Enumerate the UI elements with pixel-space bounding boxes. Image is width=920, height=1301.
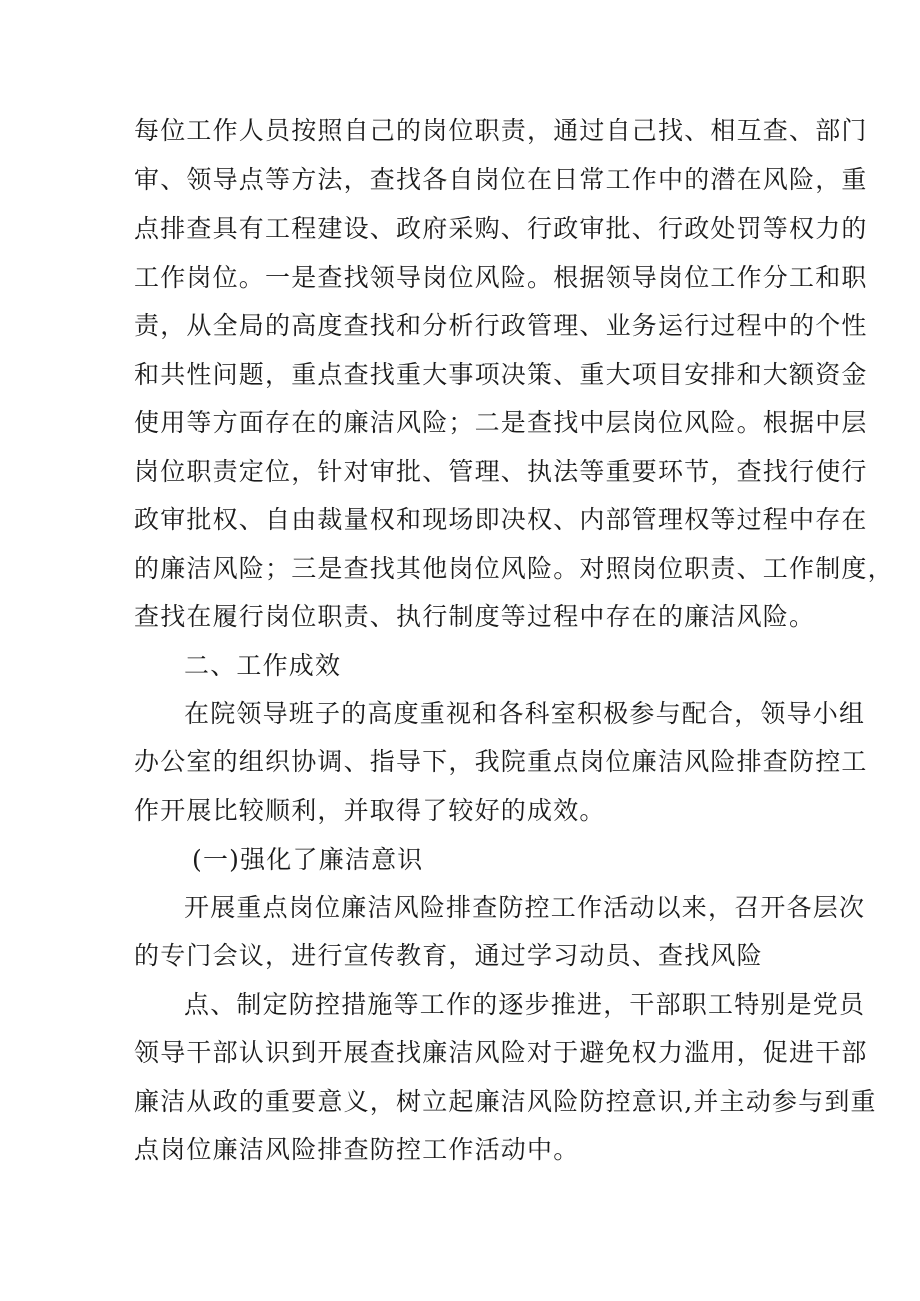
section-heading: 二、工作成效 [184, 651, 342, 680]
paragraph-1-line: 工作岗位。一是查找领导岗位风险。根据领导岗位工作分工和职 [134, 263, 868, 292]
paragraph-1-line: 使用等方面存在的廉洁风险；二是查找中层岗位风险。根据中层 [134, 408, 868, 437]
paragraph-2-line: 作开展比较顺利，并取得了较好的成效。 [134, 796, 606, 825]
paragraph-4-line: 点岗位廉洁风险排查防控工作活动中。 [134, 1135, 580, 1164]
paragraph-4-line: 领导干部认识到开展查找廉洁风险对于避免权力滥用，促进干部 [134, 1038, 868, 1067]
paragraph-4-line: 点、制定防控措施等工作的逐步推进，干部职工特别是党员 [184, 990, 866, 1019]
paragraph-1-line: 责，从全局的高度查找和分析行政管理、业务运行过程中的个性 [134, 311, 868, 340]
paragraph-1-line: 审、领导点等方法，查找各自岗位在日常工作中的潜在风险，重 [134, 165, 868, 194]
paragraph-1-line: 查找在履行岗位职责、执行制度等过程中存在的廉洁风险。 [134, 602, 816, 631]
paragraph-1-line: 政审批权、自由裁量权和现场即决权、内部管理权等过程中存在 [134, 505, 868, 534]
paragraph-1-line: 点排查具有工程建设、政府采购、行政审批、行政处罚等权力的 [134, 214, 868, 243]
subsection-heading: (一)强化了廉洁意识 [192, 845, 424, 874]
paragraph-1-line: 和共性问题，重点查找重大事项决策、重大项目安排和大额资金 [134, 360, 868, 389]
paragraph-2-line: 在院领导班子的高度重视和各科室积极参与配合，领导小组 [184, 699, 866, 728]
paragraph-1-line: 每位工作人员按照自己的岗位职责，通过自己找、相互查、部门 [134, 116, 868, 145]
paragraph-3-line: 的专门会议，进行宣传教育，通过学习动员、查找风险 [134, 941, 763, 970]
paragraph-1-line: 岗位职责定位，针对审批、管理、执法等重要环节，查找行使行 [134, 457, 868, 486]
paragraph-2-line: 办公室的组织协调、指导下，我院重点岗位廉洁风险排查防控工 [134, 747, 868, 776]
paragraph-4-line: 廉洁从政的重要意义，树立起廉洁风险防控意识,并主动参与到重 [134, 1087, 877, 1116]
paragraph-1-line: 的廉洁风险；三是查找其他岗位风险。对照岗位职责、工作制度， [134, 554, 894, 583]
paragraph-3-line: 开展重点岗位廉洁风险排查防控工作活动以来，召开各层次 [184, 893, 866, 922]
